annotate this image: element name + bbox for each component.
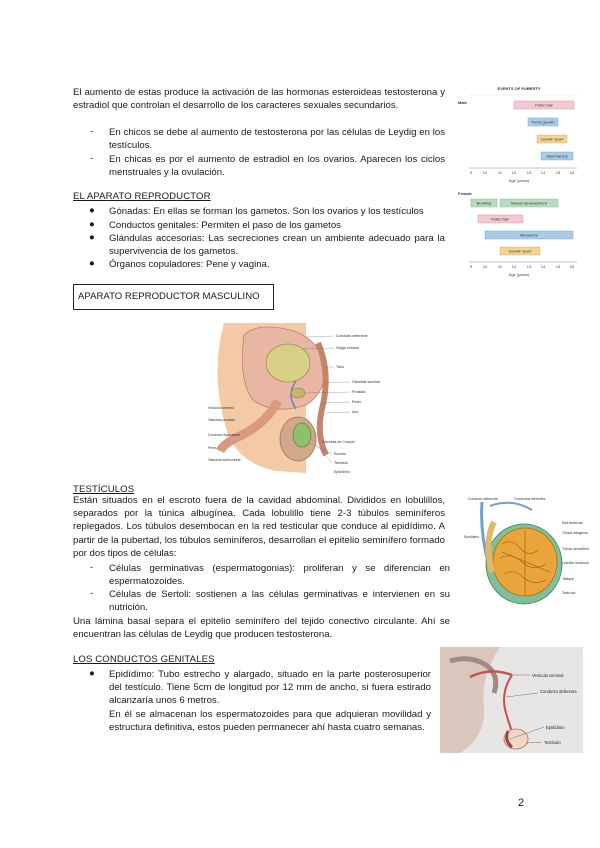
svg-text:10: 10 [482, 170, 488, 175]
bullet-dot: ● [89, 219, 95, 230]
testis-label: Conducto deferente [468, 497, 498, 501]
duct-label: Conducto deferente [540, 689, 577, 694]
dash-marker: - [90, 562, 94, 573]
anatomy-label: Glándula próstata [208, 418, 235, 422]
anatomy-label: Glándula seminal [352, 380, 380, 384]
anatomy-label: Pene [208, 446, 216, 450]
anatomy-label: Recto [352, 400, 362, 404]
anatomy-label: Epidídimo [334, 470, 350, 474]
svg-text:15: 15 [555, 264, 561, 269]
testis-label: Testículo [562, 591, 576, 595]
repro-item-glandulas: Glándulas accesorias: Las secreciones crean un ambiente adecuado para la supervivencia de los gametos. [109, 233, 445, 258]
bullet-dot: ● [89, 668, 95, 679]
female-bar-label: Budding [476, 200, 492, 206]
svg-text:16: 16 [569, 264, 575, 269]
intro-bullet-boys: En chicos se debe al aumento de testosterona por las células de Leydig en los testículos. [109, 127, 445, 152]
testis-label: Túnica albugínea [562, 531, 589, 535]
bullet-dot: ● [89, 258, 95, 269]
male-bar-label: Penis growth [531, 119, 555, 125]
repro-item-organos: Órganos copuladores: Pene y vagina. [109, 259, 270, 270]
male-bar-label: Spermarchy [546, 153, 568, 159]
svg-text:9: 9 [469, 170, 473, 175]
conductos-continuation: En él se almacenan los espermatozoides para que adquieran movilidad y estructura definitiva, estos pueden permanecer ahí hasta cuatro semanas. [109, 709, 431, 734]
male-bar-label: Pubic hair [535, 102, 553, 108]
testis-label: Conductos eferentes [514, 497, 546, 501]
svg-text:13: 13 [526, 170, 532, 175]
bullet-dot: ● [89, 232, 95, 243]
duct-label: Vesícula seminal [532, 673, 564, 678]
testiculos-heading: TESTÍCULOS [73, 484, 135, 495]
dash-marker: - [90, 153, 94, 164]
anatomy-label: Tubo [336, 365, 345, 369]
female-axis-ticks [470, 264, 575, 269]
svg-text:16: 16 [569, 170, 575, 175]
svg-text:14: 14 [540, 170, 546, 175]
svg-text:10: 10 [482, 264, 488, 269]
testiculos-bullet-sertoli: Células de Sertoli: sostienen a las células germinativas e intervienen en su nutrición. [109, 589, 450, 614]
testiculos-bullet-germinativas: Células germinativas (espermatogonias): proliferan y se diferencian en espermatozoides. [109, 563, 450, 588]
anatomy-label: Glándula de Cowper [322, 440, 355, 444]
testiculos-paragraph: Están situados en el escroto fuera de la cavidad abdominal. Divididos en lobulillos, separados por la túnica albugínea. Cada lobulillo tiene 2-3 túbulos seminíferos replegados. Los túbulos desembocan en la red testicular que conduce al epidídimo. A partir de la pubertad, los túbulos seminíferos, desarrollan el epitelio seminífero formado por dos tipos de células: [73, 495, 445, 559]
svg-text:14: 14 [540, 264, 546, 269]
repro-item-conductos: Conductos genitales: Permiten el paso de los gametos [109, 220, 341, 231]
female-bar-label: Growth spurt [508, 248, 532, 254]
repro-heading: EL APARATO REPRODUCTOR [73, 191, 211, 202]
anatomy-label: Glándula bulbouretral [208, 458, 241, 462]
female-bar-label: Menarche [520, 232, 538, 238]
duct-label: Testículo [544, 740, 561, 745]
anatomy-label: Vesícula seminal [208, 406, 234, 410]
testis-shape [293, 423, 311, 447]
svg-text:15: 15 [555, 170, 561, 175]
bladder-shape [266, 344, 310, 382]
section-title-box: APARATO REPRODUCTOR MASCULINO [73, 284, 274, 310]
anatomy-label: Conducto eyaculador [208, 433, 241, 437]
dash-marker: - [90, 588, 94, 599]
svg-text:12: 12 [511, 170, 517, 175]
repro-item-gonadas: Gónadas: En ellas se forman los gametos. Son los ovarios y los testículos [109, 206, 424, 217]
conductos-heading: LOS CONDUCTOS GENITALES [73, 654, 215, 665]
intro-bullet-girls: En chicas es por el aumento de estradiol en los ovarios. Aparecen los ciclos menstruales y la ovulación. [109, 154, 445, 179]
dash-marker: - [90, 126, 94, 137]
prostate-shape [291, 388, 305, 398]
male-label: Male [458, 100, 467, 105]
testis-label: Tabique [562, 577, 574, 581]
testis-label: Túbulo seminífero [562, 547, 590, 551]
female-label: Female [458, 191, 472, 196]
male-axis-label: Age (years) [508, 178, 530, 183]
testis-structure-figure [462, 492, 590, 610]
intro-paragraph: El aumento de estas produce la activación de las hormonas esteroideas testosterona y estradiol que controlan el desarrollo de los caracteres sexuales secundarios. [73, 87, 445, 112]
page-number: 2 [518, 797, 525, 809]
female-axis-label: Age (years) [508, 272, 530, 277]
anatomy-label: Conducto deferente [336, 334, 368, 338]
testis-label: Lobulillo testicular [562, 561, 589, 565]
female-bar-label: Breast development [511, 200, 547, 206]
testiculos-closing: Una lámina basal separa el epitelio seminífero del tejido conectivo circulante. Ahí se encuentran las células de Leydig que producen testosterona. [73, 616, 450, 641]
conductos-bullet-epididimo: Epidídimo: Tubo estrecho y alargado, situado en la parte posterosuperior del testículo. Tiene 5cm de longitud por 12 mm de ancho, si fuera estirado alcanzaría unos 6 metros. [109, 669, 431, 707]
bullet-dot: ● [89, 205, 95, 216]
female-bar-label: Pubic hair [491, 216, 509, 222]
puberty-events-figure [455, 83, 583, 283]
genital-ducts-figure [440, 647, 583, 753]
svg-text:11: 11 [497, 170, 503, 175]
male-bar-label: Growth spurt [540, 136, 564, 142]
testis-label: Epidídimo [464, 535, 480, 539]
testis-label: Red testicular [562, 521, 583, 525]
svg-text:9: 9 [469, 264, 473, 269]
male-anatomy-figure [206, 323, 392, 479]
anatomy-label: Ano [352, 410, 359, 414]
anatomy-label: Próstata [352, 390, 366, 394]
svg-text:12: 12 [511, 264, 517, 269]
male-axis-ticks [470, 170, 575, 175]
anatomy-label: Vejiga urinaria [336, 346, 359, 350]
anatomy-label: Testículo [334, 461, 349, 465]
puberty-figure-title: EVENTS OF PUBERTY [497, 86, 541, 91]
svg-text:13: 13 [526, 264, 532, 269]
svg-text:11: 11 [497, 264, 503, 269]
anatomy-label: Escroto [334, 452, 347, 456]
duct-label: Epidídimo [546, 725, 565, 730]
